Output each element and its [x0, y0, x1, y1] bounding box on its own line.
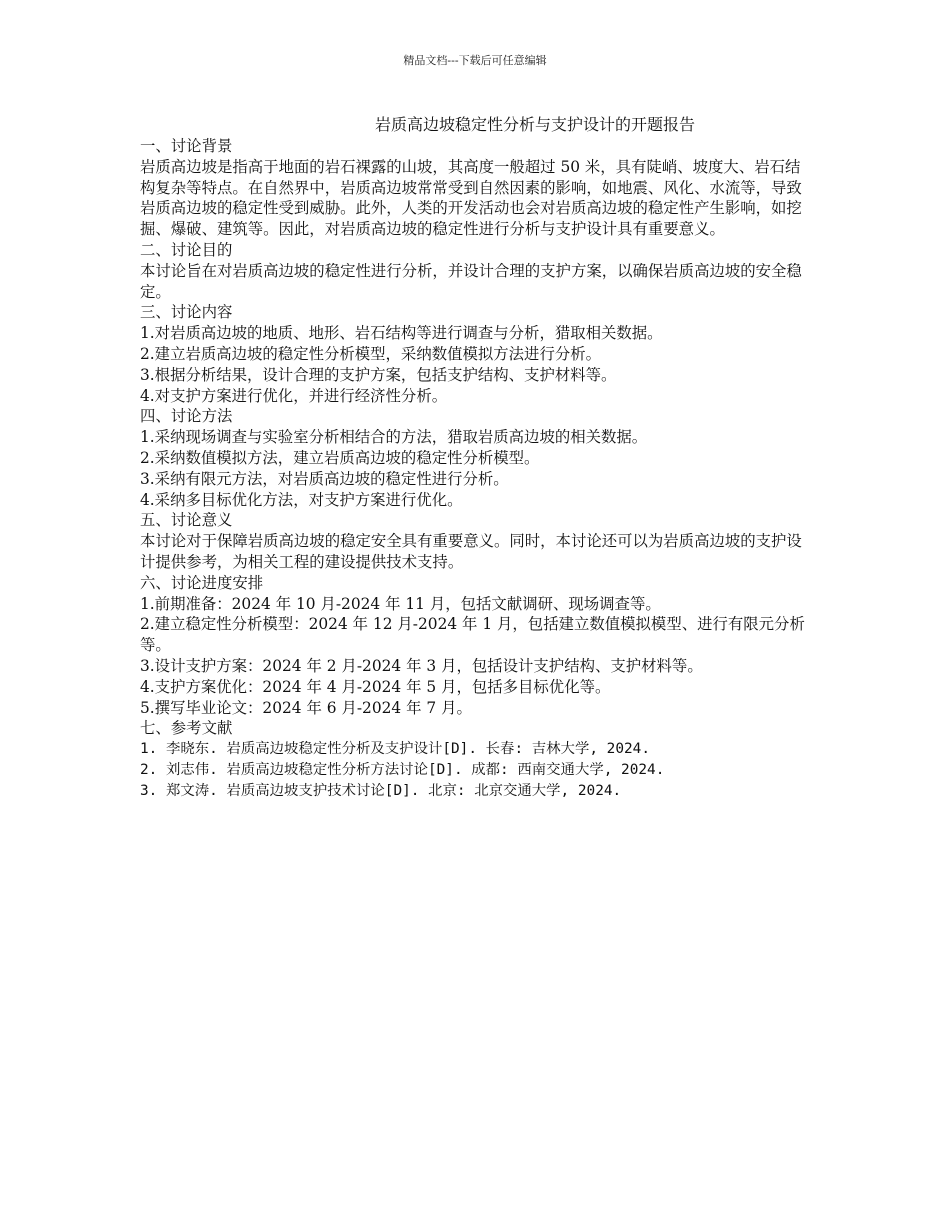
list-item: 2.建立稳定性分析模型：2024 年 12 月-2024 年 1 月，包括建立数值模拟模型、进行有限元分析等。 [140, 615, 805, 655]
list-item: 4.对支护方案进行优化，并进行经济性分析。 [140, 386, 448, 405]
section-heading-purpose: 二、讨论目的 [140, 240, 233, 259]
section-paragraph: 岩质高边坡是指高于地面的岩石裸露的山坡，其高度一般超过 50 米，具有陡峭、坡度大、岩石结构复杂等特点。在自然界中，岩质高边坡常常受到自然因素的影响，如地震、风化、水流等，导致岩质高边坡的稳定性受到威胁。此外，人类的开发活动也会对岩质高边坡的稳定性产生影响，如挖掘、爆破、建筑等。因此，对岩质高边坡的稳定性进行分析与支护设计具有重要意义。 [140, 157, 802, 239]
list-item: 3.根据分析结果，设计合理的支护方案，包括支护结构、支护材料等。 [140, 365, 617, 384]
section-heading-content: 三、讨论内容 [140, 303, 233, 322]
list-item: 2.建立岩质高边坡的稳定性分析模型，采纳数值模拟方法进行分析。 [140, 344, 602, 363]
list-item: 4.采纳多目标优化方法，对支护方案进行优化。 [140, 490, 463, 509]
section-heading-schedule: 六、讨论进度安排 [140, 573, 264, 592]
document-title: 岩质高边坡稳定性分析与支护设计的开题报告 [374, 115, 695, 134]
list-item: 5.撰写毕业论文：2024 年 6 月-2024 年 7 月。 [140, 698, 472, 717]
list-item: 3.采纳有限元方法，对岩质高边坡的稳定性进行分析。 [140, 469, 509, 488]
list-item: 2.采纳数值模拟方法，建立岩质高边坡的稳定性分析模型。 [140, 448, 540, 467]
reference-item: 1. 李晓东. 岩质高边坡稳定性分析及支护设计[D]. 长春: 吉林大学, 2024. [140, 741, 650, 758]
reference-item: 3. 郑文涛. 岩质高边坡支护技术讨论[D]. 北京: 北京交通大学, 2024. [140, 782, 622, 799]
section-heading-method: 四、讨论方法 [140, 407, 233, 426]
section-paragraph: 本讨论对于保障岩质高边坡的稳定安全具有重要意义。同时，本讨论还可以为岩质高边坡的支护设计提供参考，为相关工程的建设提供技术支持。 [140, 532, 802, 571]
section-heading-references: 七、参考文献 [140, 719, 233, 738]
section-heading-background: 一、讨论背景 [140, 137, 233, 155]
list-item: 3.设计支护方案：2024 年 2 月-2024 年 3 月，包括设计支护结构、支护材料等。 [140, 656, 703, 675]
list-item: 1.对岩质高边坡的地质、地形、岩石结构等进行调查与分析，猎取相关数据。 [140, 324, 663, 343]
section-heading-significance: 五、讨论意义 [140, 511, 233, 530]
document-body [140, 136, 815, 802]
reference-item: 2. 刘志伟. 岩质高边坡稳定性分析方法讨论[D]. 成都: 西南交通大学, 2024. [140, 761, 665, 778]
list-item: 4.支护方案优化：2024 年 4 月-2024 年 5 月，包括多目标优化等。 [140, 677, 611, 696]
list-item: 1.采纳现场调查与实验室分析相结合的方法，猎取岩质高边坡的相关数据。 [140, 428, 648, 447]
page-header: 精品文档---下载后可任意编辑 [403, 54, 547, 67]
section-paragraph: 本讨论旨在对岩质高边坡的稳定性进行分析，并设计合理的支护方案，以确保岩质高边坡的安全稳定。 [140, 261, 802, 301]
list-item: 1.前期准备：2024 年 10 月-2024 年 11 月，包括文献调研、现场调查等。 [140, 594, 661, 613]
